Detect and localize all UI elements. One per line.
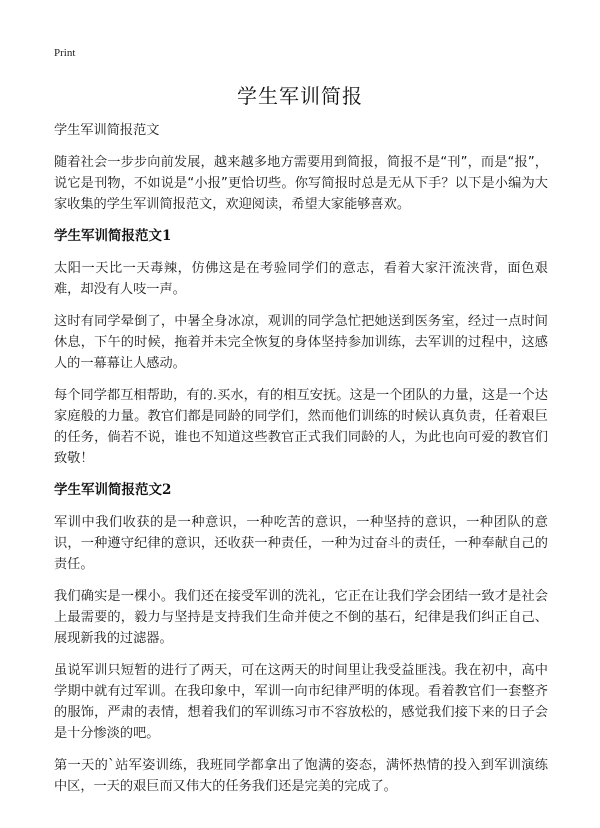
section-1-paragraph: 这时有同学晕倒了，中暑全身冰凉，观训的同学急忙把她送到医务室，经过一点时间休息，下午的时候，拖着并未完全恢复的身体坚持参加训练，去军训的过程中，这感人的一幕幕让人感动。 xyxy=(54,314,548,371)
section-2-paragraph: 虽说军训只短暂的进行了两天，可在这两天的时间里让我受益匪浅。我在初中，高中学期中就有过军训。在我印象中，军训一向市纪律严明的体现。看着教官们一套整齐的服饰，严肃的表情，想着我们的军训练习市不容放松的，感觉我们接下来的日子会是十分惨淡的吧。 xyxy=(54,663,548,741)
section-2-paragraph: 军训中我们收获的是一种意识，一种吃苦的意识，一种坚持的意识，一种团队的意识，一种遵守纪律的意识，还收获一种责任，一种为过奋斗的责任，一种奉献自己的责任。 xyxy=(54,515,548,572)
intro-paragraph: 随着社会一步步向前发展，越来越多地方需要用到简报，简报不是“刊”，而是“报”，说它是刊物，不如说是“小报”更恰切些。你写简报时总是无从下手？以下是小编为大家收集的学生军训简报范文，欢迎阅读，希望大家能够喜欢。 xyxy=(54,155,548,212)
section-heading-2: 学生军训简报范文2 xyxy=(54,482,172,498)
document-body xyxy=(54,120,548,808)
section-2-paragraph: 第一天的`站军姿训练，我班同学都拿出了饱满的姿态，满怀热情的投入到军训演练中区，一天的艰巨而又伟大的任务我们还是完美的完成了。 xyxy=(54,758,548,794)
page-title: 学生军训简报 xyxy=(237,84,363,108)
document-subtitle: 学生军训简报范文 xyxy=(54,123,160,138)
section-1-paragraph: 太阳一天比一天毒辣，仿佛这是在考验同学们的意志，看着大家汗流浃背，面色艰难，却没有人吱一声。 xyxy=(54,261,548,297)
section-2-paragraph: 我们确实是一棵小。我们还在接受军训的洗礼，它正在让我们学会团结一致才是社会上最需要的，毅力与坚持是支持我们生命并使之不倒的基石，纪律是我们纠正自己、展现新我的过滤器。 xyxy=(54,589,548,646)
section-heading-1: 学生军训简报范文1 xyxy=(54,228,172,244)
print-link[interactable]: Print xyxy=(54,47,76,59)
section-1-paragraph: 每个同学都互相帮助，有的.买水，有的相互安抚。这是一个团队的力量，这是一个达家庭般的力量。教官们都是同龄的同学们，然而他们训练的时候认真负责，任着艰巨的任务，倘若不说，谁也不知道这些教官正式我们同龄的人，为此也向可爱的教官们致敬！ xyxy=(54,388,548,466)
